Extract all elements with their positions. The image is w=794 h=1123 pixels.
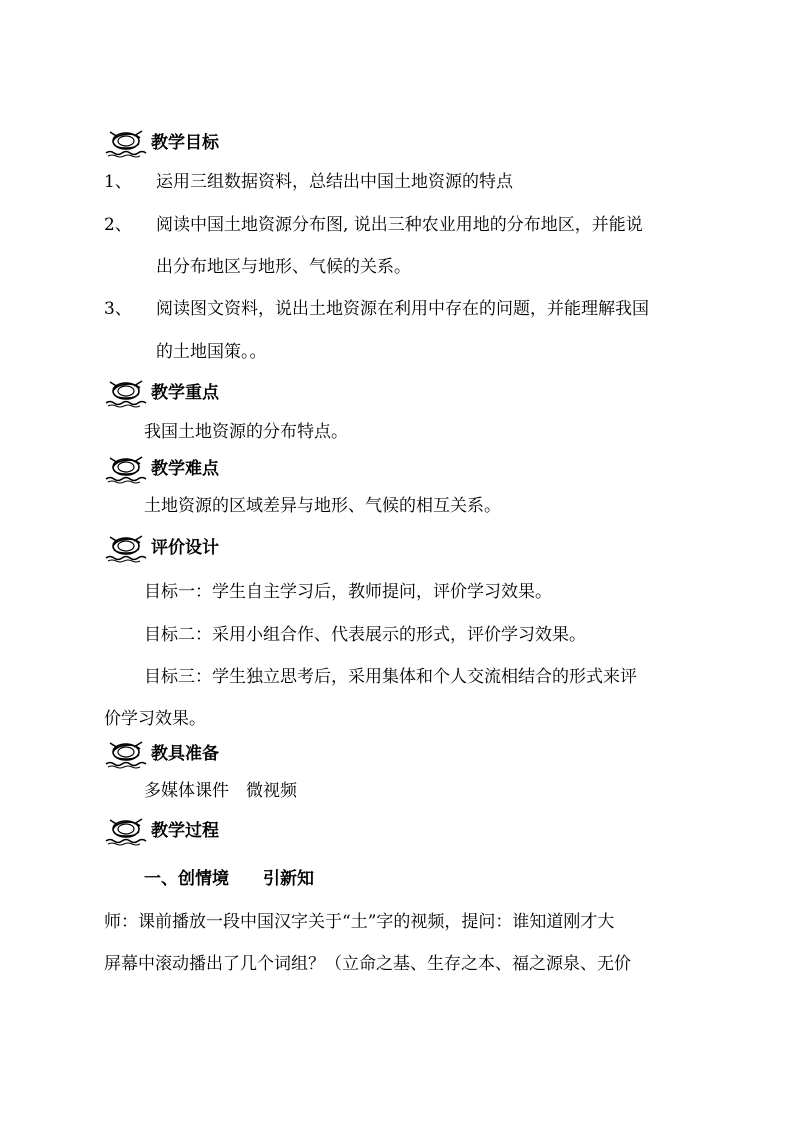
objective-text: 阅读图文资料，说出土地资源在利用中存在的问题，并能理解我国 (156, 299, 649, 319)
process-paragraph-line: 师：课前播放一段中国汉字关于“土”字的视频，提问：谁知道刚才大 (104, 912, 615, 932)
objective-text: 阅读中国土地资源分布图, 说出三种农业用地的分布地区，并能说 (156, 215, 643, 235)
heading-label: 教学重点 (151, 383, 219, 403)
evaluation-text: 目标二：采用小组合作、代表展示的形式，评价学习效果。 (144, 625, 586, 645)
heading-difficulties (104, 454, 219, 484)
swirl-bullet-icon (104, 739, 148, 769)
evaluation-text: 目标一：学生自主学习后，教师提问，评价学习效果。 (144, 582, 552, 602)
swirl-bullet-icon (104, 533, 148, 563)
heading-label: 教学难点 (151, 459, 219, 479)
swirl-bullet-icon (104, 128, 148, 158)
heading-process (104, 816, 219, 846)
swirl-bullet-icon (104, 378, 148, 408)
objective-number: 1、 (104, 172, 132, 192)
objective-number: 3、 (104, 299, 132, 319)
key-point-text: 我国土地资源的分布特点。 (144, 422, 348, 442)
evaluation-text: 目标三：学生独立思考后，采用集体和个人交流相结合的形式来评 (144, 667, 637, 687)
heading-label: 评价设计 (151, 538, 219, 558)
process-paragraph-line: 屏幕中滚动播出了几个词组？（立命之基、生存之本、福之源泉、无价 (104, 954, 631, 974)
swirl-bullet-icon (104, 454, 148, 484)
heading-materials (104, 739, 219, 769)
heading-evaluation (104, 533, 219, 563)
heading-key-points (104, 378, 219, 408)
heading-label: 教学目标 (151, 133, 219, 153)
objective-number: 2、 (104, 215, 132, 235)
evaluation-text: 价学习效果。 (104, 709, 206, 729)
objective-text: 的土地国策。。 (156, 342, 267, 362)
heading-objectives (104, 128, 219, 158)
heading-label: 教学过程 (151, 821, 219, 841)
swirl-bullet-icon (104, 816, 148, 846)
objective-text: 运用三组数据资料，总结出中国土地资源的特点 (156, 172, 513, 192)
heading-label: 教具准备 (151, 744, 219, 764)
materials-text: 多媒体课件 微视频 (144, 781, 297, 801)
objective-text: 出分布地区与地形、气候的关系。 (156, 257, 411, 277)
process-section-title: 一、创情境 引新知 (144, 869, 314, 889)
difficulty-text: 土地资源的区域差异与地形、气候的相互关系。 (144, 496, 501, 516)
